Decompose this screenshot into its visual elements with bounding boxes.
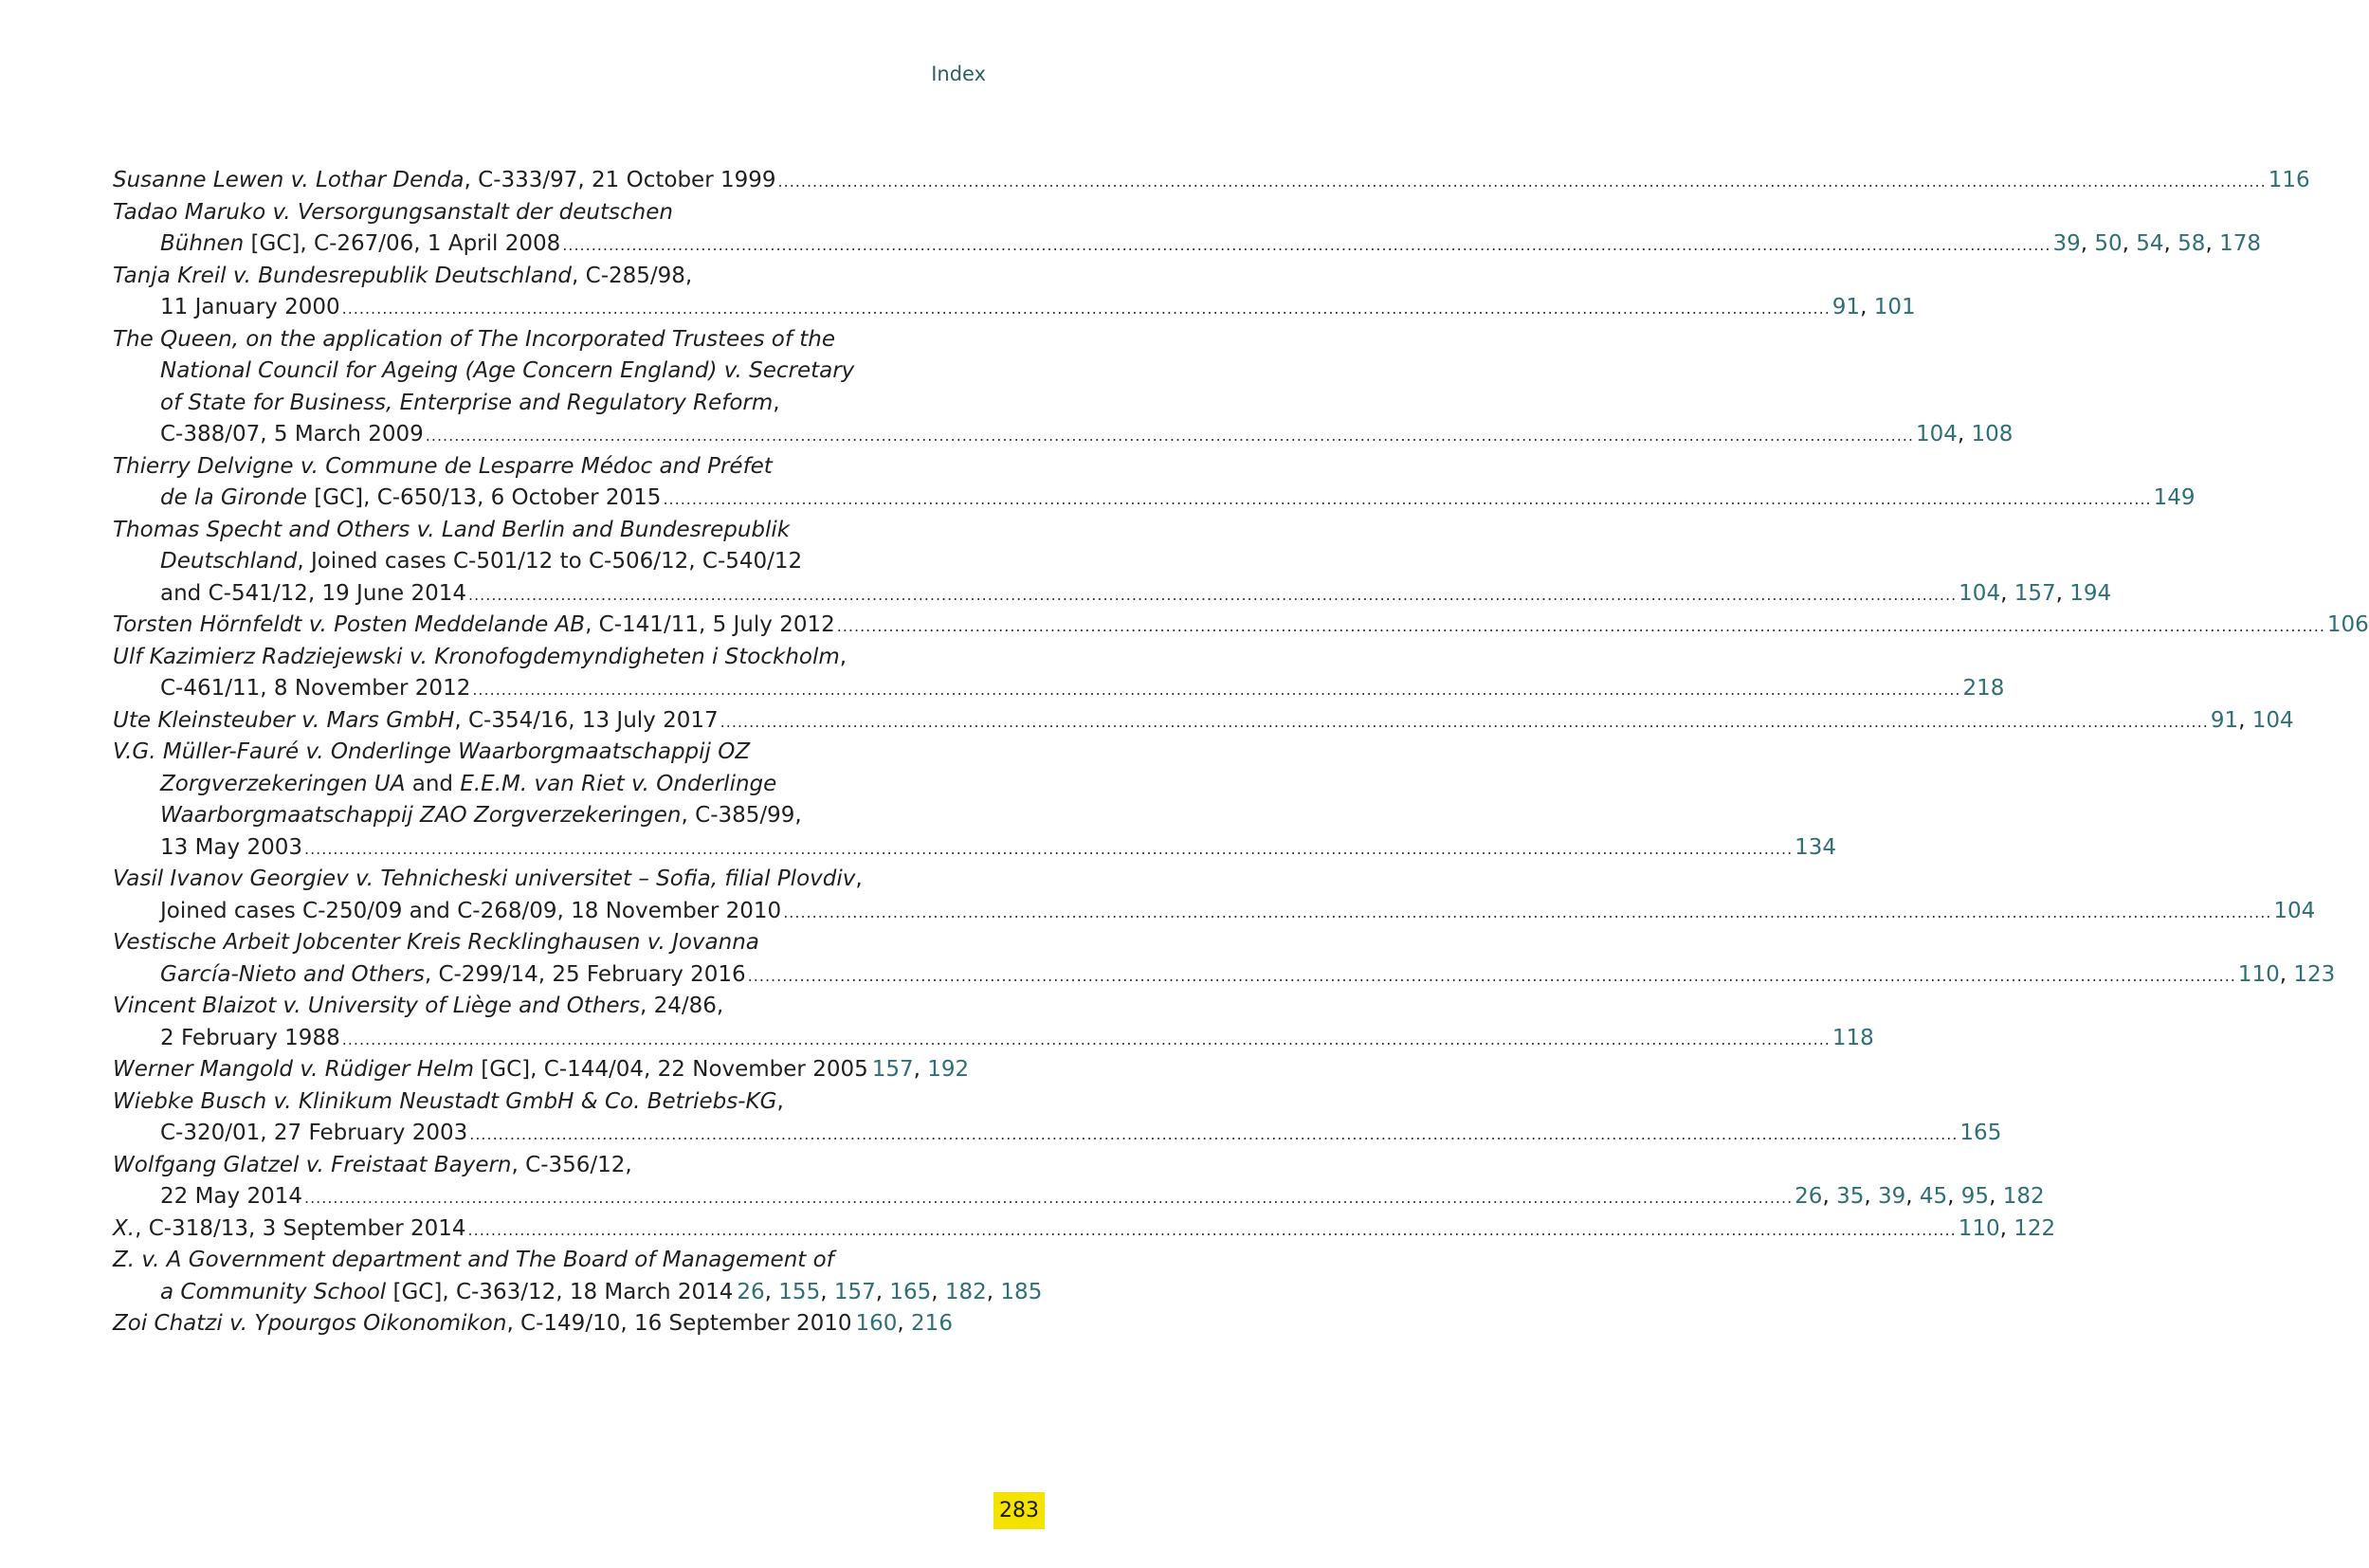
case-name: a Community School xyxy=(160,1279,387,1304)
entry-line xyxy=(113,737,949,769)
entry-text xyxy=(160,483,661,515)
page-link[interactable]: 123 xyxy=(2293,961,2336,987)
page-references: 157, 192 xyxy=(871,1057,970,1082)
entry-line xyxy=(113,197,949,229)
page-link[interactable]: 91 xyxy=(2210,707,2239,733)
entry-text xyxy=(160,578,466,611)
case-details: and C-541/12, 19 June 2014 xyxy=(160,580,466,606)
case-name: Susanne Lewen v. Lothar Denda xyxy=(113,168,465,192)
entry-line xyxy=(113,1086,949,1119)
entry-continuation-line xyxy=(113,546,949,578)
case-details: , C-141/11, 5 July 2012 xyxy=(585,612,835,637)
case-name: Vasil Ivanov Georgiev v. Tehnicheski universitet – Sofia, filial Plovdiv xyxy=(113,866,856,891)
index-entry xyxy=(113,927,2336,991)
case-details: , Joined cases C-501/12 to C-506/12, C-540/12 xyxy=(297,549,803,574)
entry-text xyxy=(160,391,780,415)
page-link[interactable]: 35 xyxy=(1836,1184,1865,1209)
entry-line xyxy=(113,864,949,896)
entry-continuation-line xyxy=(113,292,1916,324)
index-entry xyxy=(113,515,2112,611)
case-details: [GC], C-363/12, 18 March 2014 xyxy=(386,1279,734,1304)
dot-leader xyxy=(562,228,2050,262)
case-name: Ute Kleinsteuber v. Mars GmbH xyxy=(113,707,455,733)
page-link[interactable]: 122 xyxy=(2014,1215,2056,1241)
page-link[interactable]: 45 xyxy=(1919,1184,1948,1209)
dot-leader xyxy=(342,1023,1831,1056)
dot-leader xyxy=(468,1213,1957,1247)
page-link[interactable]: 110 xyxy=(2237,961,2280,987)
page-references xyxy=(2154,483,2196,515)
case-name: García-Nieto and Others xyxy=(160,961,425,987)
entry-line xyxy=(113,1150,949,1182)
case-name: Tadao Maruko v. Versorgungsanstalt der deutschen xyxy=(113,199,673,225)
entry-text xyxy=(160,1118,467,1150)
dot-leader xyxy=(748,959,2236,993)
case-details: 13 May 2003 xyxy=(160,834,302,860)
index-list xyxy=(113,165,2369,1340)
entry-text xyxy=(113,610,835,642)
entry-line xyxy=(113,1054,970,1086)
entry-text xyxy=(113,1308,852,1340)
page-link[interactable]: 185 xyxy=(1000,1279,1043,1304)
case-details: and xyxy=(405,771,461,796)
entry-text xyxy=(160,228,560,261)
case-name: Thomas Specht and Others v. Land Berlin and Bundesrepublik xyxy=(113,517,791,542)
page-link[interactable]: 104 xyxy=(1959,580,2001,606)
entry-text xyxy=(113,994,723,1018)
page-references: 104, 157, 194 xyxy=(1959,580,2112,606)
case-name: Tanja Kreil v. Bundesrepublik Deutschland xyxy=(113,263,573,288)
entry-text xyxy=(113,739,750,764)
page-link[interactable]: 194 xyxy=(2069,580,2112,606)
page-link[interactable]: 149 xyxy=(2153,485,2196,510)
entry-text xyxy=(160,772,776,796)
page-references: 160, 216 xyxy=(855,1311,953,1336)
case-name: Deutschland xyxy=(160,549,298,574)
case-details: C-388/07, 5 March 2009 xyxy=(160,422,424,447)
entry-text xyxy=(113,518,790,542)
case-details: 11 January 2000 xyxy=(160,295,340,319)
page-link[interactable]: 26 xyxy=(737,1279,765,1304)
case-name: of State for Business, Enterprise and Regulatory Reform xyxy=(160,390,774,415)
page-link[interactable]: 54 xyxy=(2136,231,2164,256)
entry-line xyxy=(113,261,949,293)
case-name: Z. v. A Government department and The Board of Management of xyxy=(113,1248,834,1272)
entry-text xyxy=(160,419,424,451)
case-details: , xyxy=(839,644,847,669)
entry-continuation-line xyxy=(113,1277,1043,1309)
index-entry xyxy=(113,1308,953,1340)
entry-line xyxy=(113,1308,953,1340)
entry-line xyxy=(113,165,2310,197)
index-entry xyxy=(113,1054,970,1086)
index-entry xyxy=(113,1150,2045,1213)
case-details: , C-333/97, 21 October 1999 xyxy=(464,168,776,192)
dot-leader xyxy=(783,896,2271,929)
dot-leader xyxy=(304,1181,1793,1214)
page-references: 91, 104 xyxy=(2210,707,2294,733)
index-entry xyxy=(113,642,2005,705)
index-entry xyxy=(113,197,2261,261)
case-details: , C-385/99, xyxy=(681,803,802,828)
entry-text xyxy=(113,645,847,669)
page-link[interactable]: 50 xyxy=(2094,231,2123,256)
case-name: Torsten Hörnfeldt v. Posten Meddelande AB xyxy=(113,612,586,637)
case-name: Wiebke Busch v. Klinikum Neustadt GmbH & Co. Betriebs-KG xyxy=(113,1088,777,1114)
entry-text xyxy=(160,959,746,992)
dot-leader xyxy=(304,832,1793,866)
page-link[interactable]: 58 xyxy=(2178,231,2206,256)
entry-text xyxy=(113,327,835,352)
entry-continuation-line xyxy=(113,769,949,801)
index-entry xyxy=(113,261,1916,324)
dot-leader xyxy=(720,705,2209,738)
case-details: [GC], C-267/06, 1 April 2008 xyxy=(244,231,561,256)
case-details: C-320/01, 27 February 2003 xyxy=(160,1121,468,1145)
page-link[interactable]: 110 xyxy=(1958,1215,2000,1241)
entry-continuation-line xyxy=(113,896,2316,928)
case-name: Bühnen xyxy=(160,231,245,256)
case-name: Zorgverzekeringen UA xyxy=(160,771,406,796)
case-details: , C-356/12, xyxy=(511,1152,632,1177)
entry-text xyxy=(160,803,802,828)
page-link[interactable]: 165 xyxy=(889,1279,932,1304)
dot-leader xyxy=(837,610,2325,643)
case-details: C-461/11, 8 November 2012 xyxy=(160,676,471,701)
entry-continuation-line xyxy=(113,356,949,388)
running-head: Index xyxy=(931,63,986,85)
page-link[interactable]: 39 xyxy=(2052,231,2081,256)
case-details: , C-318/13, 3 September 2014 xyxy=(135,1215,466,1241)
case-name: National Council for Ageing (Age Concern England) v. Secretary xyxy=(160,358,855,383)
page-references xyxy=(1832,1023,1874,1055)
case-details: Joined cases C-250/09 and C-268/09, 18 November 2010 xyxy=(160,898,782,923)
entry-text xyxy=(113,1054,868,1086)
entry-text xyxy=(113,165,776,197)
dot-leader xyxy=(342,292,1831,325)
page-link[interactable]: 106 xyxy=(2326,612,2369,637)
case-details: [GC], C-650/13, 6 October 2015 xyxy=(306,485,662,510)
case-name: E.E.M. van Riet v. Onderlinge xyxy=(460,771,777,796)
case-details: , C-149/10, 16 September 2010 xyxy=(506,1311,852,1336)
index-entry xyxy=(113,1245,1043,1308)
page-link[interactable]: 178 xyxy=(2219,231,2261,256)
entry-continuation-line xyxy=(113,388,949,420)
page-link[interactable]: 192 xyxy=(927,1057,970,1082)
page-link[interactable]: 104 xyxy=(1915,422,1958,447)
page-link[interactable]: 165 xyxy=(1959,1121,2002,1145)
case-details: , C-354/16, 13 July 2017 xyxy=(454,707,719,733)
entry-continuation-line xyxy=(113,673,2005,705)
dot-leader xyxy=(426,419,1914,452)
entry-continuation-line xyxy=(113,1181,2045,1213)
case-details: , 24/86, xyxy=(640,994,724,1018)
entry-text xyxy=(113,1153,632,1177)
case-name: Wolfgang Glatzel v. Freistaat Bayern xyxy=(113,1152,512,1177)
entry-continuation-line xyxy=(113,959,2336,992)
index-entry xyxy=(113,451,2196,515)
case-details: , xyxy=(776,1088,784,1114)
page-link[interactable]: 155 xyxy=(778,1279,821,1304)
entry-text xyxy=(113,200,673,225)
page-link[interactable]: 95 xyxy=(1960,1184,1990,1209)
entry-continuation-line xyxy=(113,832,1837,865)
index-entry xyxy=(113,1213,2056,1246)
entry-text xyxy=(113,454,773,479)
entry-text xyxy=(113,1213,466,1246)
dot-leader xyxy=(468,578,1957,611)
case-name: Werner Mangold v. Rüdiger Helm xyxy=(113,1057,474,1082)
page-link[interactable]: 108 xyxy=(1971,422,2014,447)
page-references: 91, 101 xyxy=(1831,295,1916,319)
page-references: 110, 123 xyxy=(2237,961,2336,987)
page-link[interactable]: 104 xyxy=(2273,898,2316,923)
entry-text xyxy=(113,1089,784,1114)
case-details: , C-299/14, 25 February 2016 xyxy=(424,961,746,987)
index-entry xyxy=(113,324,2014,451)
dot-leader xyxy=(778,165,2267,198)
page-link[interactable]: 182 xyxy=(944,1279,987,1304)
entry-line xyxy=(113,451,949,483)
case-name: Vestische Arbeit Jobcenter Kreis Recklinghausen v. Jovanna xyxy=(113,930,759,955)
entry-text xyxy=(160,1023,340,1055)
entry-text xyxy=(113,866,863,891)
case-details: , xyxy=(773,390,780,415)
page-references xyxy=(1959,1118,2001,1150)
entry-text xyxy=(113,1248,834,1272)
page-link[interactable]: 157 xyxy=(871,1057,914,1082)
dot-leader xyxy=(663,483,2151,516)
page-references xyxy=(2269,165,2310,197)
index-entry xyxy=(113,610,2369,642)
case-name: Ulf Kazimierz Radziejewski v. Kronofogdemyndigheten i Stockholm xyxy=(113,644,840,669)
entry-continuation-line xyxy=(113,228,2261,261)
entry-line xyxy=(113,642,949,674)
entry-text xyxy=(160,292,340,324)
entry-line xyxy=(113,324,949,356)
case-name: The Queen, on the application of The Incorporated Trustees of the xyxy=(113,326,835,352)
entry-continuation-line xyxy=(113,800,949,832)
page-references xyxy=(2327,610,2369,642)
entry-line xyxy=(113,927,949,959)
case-name: de la Gironde xyxy=(160,485,307,510)
page-number: 283 xyxy=(993,1492,1045,1529)
index-entry xyxy=(113,1086,2002,1150)
page-link[interactable]: 104 xyxy=(2251,707,2294,733)
page-link[interactable]: 118 xyxy=(1831,1025,1874,1050)
page-references: 39, 50, 54, 58, 178 xyxy=(2052,231,2261,256)
entry-text xyxy=(160,673,470,705)
entry-continuation-line xyxy=(113,1118,2002,1150)
entry-text xyxy=(160,549,802,574)
index-entry xyxy=(113,165,2310,197)
entry-continuation-line xyxy=(113,578,2112,611)
case-name: X. xyxy=(113,1215,136,1241)
case-details: , C-285/98, xyxy=(572,263,693,288)
entry-continuation-line xyxy=(113,483,2196,515)
entry-line xyxy=(113,705,2294,738)
entry-text xyxy=(160,832,302,865)
case-name: V.G. Müller-Fauré v. Onderlinge Waarborgmaatschappij OZ xyxy=(113,739,751,764)
entry-line xyxy=(113,1213,2056,1246)
page-link[interactable]: 134 xyxy=(1795,834,1837,860)
entry-text xyxy=(113,264,692,288)
entry-line xyxy=(113,991,949,1023)
case-details: , xyxy=(855,866,863,891)
index-entry xyxy=(113,864,2316,927)
entry-line xyxy=(113,1245,949,1277)
page-link[interactable]: 160 xyxy=(855,1311,898,1336)
dot-leader xyxy=(469,1118,1958,1151)
page-link[interactable]: 218 xyxy=(1962,676,2005,701)
case-details: 2 February 1988 xyxy=(160,1025,340,1050)
index-entry xyxy=(113,737,1837,864)
index-entry xyxy=(113,991,1874,1054)
entry-continuation-line xyxy=(113,1023,1874,1055)
page-link[interactable]: 157 xyxy=(833,1279,876,1304)
page-references: 26, 155, 157, 165, 182, 185 xyxy=(737,1279,1043,1304)
case-details: 22 May 2014 xyxy=(160,1184,302,1209)
case-name: Thierry Delvigne v. Commune de Lesparre Médoc and Préfet xyxy=(113,453,773,479)
case-details: [GC], C-144/04, 22 November 2005 xyxy=(474,1057,868,1082)
page-references xyxy=(1963,673,2005,705)
page-link[interactable]: 216 xyxy=(911,1311,953,1336)
entry-continuation-line xyxy=(113,419,2014,451)
case-name: Vincent Blaizot v. University of Liège and Others xyxy=(113,994,640,1018)
page-link[interactable]: 91 xyxy=(1831,295,1861,319)
entry-text xyxy=(160,358,854,383)
entry-text xyxy=(113,930,759,955)
page-references: 110, 122 xyxy=(1958,1215,2056,1241)
page-link[interactable]: 157 xyxy=(2014,580,2056,606)
entry-text xyxy=(160,1277,733,1309)
entry-text xyxy=(160,1181,302,1213)
page-link[interactable]: 116 xyxy=(2268,168,2310,192)
page-link[interactable]: 101 xyxy=(1873,295,1916,319)
case-name: Zoi Chatzi v. Ypourgos Oikonomikon xyxy=(113,1311,507,1336)
case-name: Waarborgmaatschappij ZAO Zorgverzekeringen xyxy=(160,803,682,828)
dot-leader xyxy=(472,673,1960,706)
entry-line xyxy=(113,515,949,547)
page-references xyxy=(2273,896,2315,928)
page-link[interactable]: 182 xyxy=(2002,1184,2045,1209)
page-references: 26, 35, 39, 45, 95, 182 xyxy=(1795,1184,2045,1209)
entry-text xyxy=(160,896,781,928)
entry-line xyxy=(113,610,2369,642)
entry-text xyxy=(113,705,719,738)
page-references xyxy=(1795,832,1836,865)
page-link[interactable]: 39 xyxy=(1877,1184,1906,1209)
page-link[interactable]: 26 xyxy=(1795,1184,1823,1209)
page-references: 104, 108 xyxy=(1915,422,2014,447)
index-entry xyxy=(113,705,2294,738)
